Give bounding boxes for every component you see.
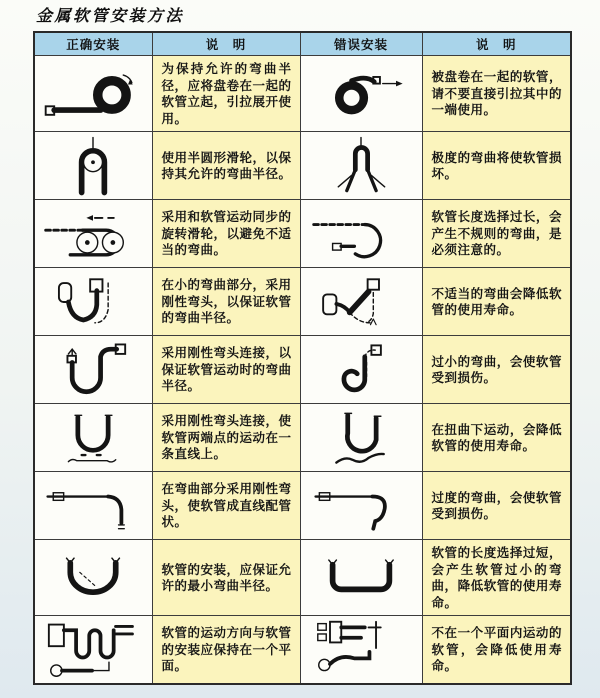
correct-description: 在弯曲部分采用刚性弯头，使软管成直线配管状。 [152,472,300,540]
wrong-description: 在扭曲下运动，会降低软管的使用寿命。 [422,404,571,472]
table-row [34,472,571,540]
improper-bend-icon [308,273,414,331]
wrong-image-cell [300,268,422,336]
table-row [34,336,571,404]
straight-piping-elbow-icon [40,477,146,535]
too-short-hose-icon [308,549,414,607]
header-correct-install: 正确安装 [34,32,152,56]
wrong-image-cell [300,472,422,540]
table-row [34,56,571,132]
wrong-image-cell [300,404,422,472]
correct-image-cell [34,616,152,684]
correct-image-cell [34,404,152,472]
installation-table [33,31,572,685]
rotating-pulleys-icon [40,205,146,263]
correct-image-cell [34,268,152,336]
coiled-hose-pulled-icon [308,64,414,124]
rigid-elbow-small-bend-icon [40,273,146,331]
same-plane-motion-icon [40,618,146,680]
header-row [34,32,571,56]
out-of-plane-motion-icon [308,618,414,680]
irregular-loop-icon [308,205,414,263]
wrong-description: 被盘卷在一起的软管，请不要直接引拉其中的一端使用。 [422,56,571,132]
extreme-bend-icon [308,135,414,197]
twisted-motion-icon [308,409,414,467]
wrong-image-cell [300,616,422,684]
table-row [34,616,571,684]
coiled-hose-upright-icon [40,64,146,124]
too-small-bend-icon [308,341,414,399]
header-correct-description: 说 明 [152,32,300,56]
page-title: 金属软管安装方法 [36,6,185,25]
table-row [34,404,571,472]
wrong-description: 过度的弯曲，会使软管受到损伤。 [422,472,571,540]
table-row [34,268,571,336]
correct-image-cell [34,540,152,616]
wrong-description: 不在一个平面内运动的软管，会降低使用寿命。 [422,616,571,684]
wrong-description: 软管的长度选择过短，会产生软管过小的弯曲，降低软管的使用寿命。 [422,540,571,616]
rigid-elbow-connection-icon [40,341,146,399]
correct-description: 在小的弯曲部分，采用刚性弯头，以保证软管的弯曲半径。 [152,268,300,336]
correct-description: 采用刚性弯头连接，使软管两端点的运动在一条直线上。 [152,404,300,472]
correct-description: 采用刚性弯头连接，以保证软管运动时的弯曲半径。 [152,336,300,404]
correct-image-cell [34,336,152,404]
wrong-image-cell [300,540,422,616]
wrong-description: 不适当的弯曲会降低软管的使用寿命。 [422,268,571,336]
min-bend-radius-icon [40,549,146,607]
wrong-description: 软管长度选择过长，会产生不规则的弯曲，是必须注意的。 [422,200,571,268]
correct-description: 为保持允许的弯曲半径，应将盘卷在一起的软管立起，引拉展开使用。 [152,56,300,132]
header-wrong-install: 错误安装 [300,32,422,56]
wrong-image-cell [300,56,422,132]
wrong-image-cell [300,200,422,268]
straight-line-motion-icon [40,409,146,467]
wrong-description: 过小的弯曲，会使软管受到损伤。 [422,336,571,404]
wrong-description: 极度的弯曲将使软管损坏。 [422,132,571,200]
correct-image-cell [34,200,152,268]
correct-description: 使用半圆形滑轮，以保持其允许的弯曲半径。 [152,132,300,200]
table-row [34,200,571,268]
header-wrong-description: 说 明 [422,32,571,56]
correct-image-cell [34,132,152,200]
semicircular-pulley-icon [40,135,146,197]
correct-description: 采用和软管运动同步的旋转滑轮，以避免不适当的弯曲。 [152,200,300,268]
correct-image-cell [34,472,152,540]
table-row [34,540,571,616]
wrong-image-cell [300,132,422,200]
table-row [34,132,571,200]
excessive-bend-icon [308,477,414,535]
correct-image-cell [34,56,152,132]
correct-description: 软管的运动方向与软管的安装应保持在一个平面。 [152,616,300,684]
wrong-image-cell [300,336,422,404]
correct-description: 软管的安装，应保证允许的最小弯曲半径。 [152,540,300,616]
